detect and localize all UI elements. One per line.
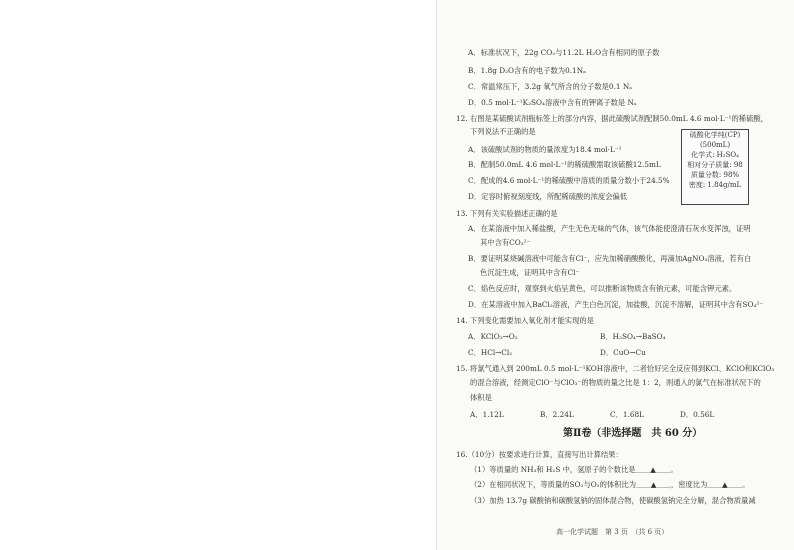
q15-option-c: C．1.68L	[610, 410, 644, 419]
q11-option-a: A．标准状况下，22g CO₂与11.2L H₂O含有相同的原子数	[468, 48, 660, 57]
section-title: 第Ⅱ卷（非选择题 共 60 分）	[563, 428, 703, 439]
q14-stem: 14. 下列变化需要加入氧化剂才能实现的是	[456, 316, 594, 325]
q11-option-d: D．0.5 mol·L⁻¹K₂SO₄溶液中含有的钾离子数是 Nₐ	[468, 98, 637, 107]
q15-stem-line1: 15. 将氯气通入到 200mL 0.5 mol·L⁻¹KOH溶液中，二者恰好完全反应得到KCl、KClO和KClO₃	[456, 364, 775, 373]
q14-option-b: B．H₂SO₄→BaSO₄	[600, 332, 666, 341]
q12-option-b: B．配制50.0mL 4.6 mol·L⁻¹的稀硫酸需取该硫酸12.5mL	[468, 160, 661, 169]
q16-sub3: （3）加热 13.7g 碳酸钠和碳酸氢钠的固体混合物，使碳酸氢钠完全分解，混合物质量减	[470, 496, 756, 505]
q16-sub2: （2）在相同状况下，等质量的SO₂与O₂的体积比为＿＿▲＿＿，密度比为＿＿▲＿＿。	[470, 480, 750, 489]
q12-option-a: A．该硫酸试剂的物质的量浓度为18.4 mol·L⁻¹	[468, 145, 622, 154]
q14-option-a: A．KClO₃→O₂	[468, 332, 518, 341]
q13-option-b-line2: 色沉淀生成，证明其中含有Cl⁻	[480, 268, 580, 277]
q13-option-c: C．焰色反应时，观察到火焰呈黄色，可以推断该物质含有钠元素，可能含钾元素。	[468, 284, 737, 293]
reagent-label-line2: (500mL)	[699, 141, 731, 149]
q11-option-b: B．1.8g D₂O含有的电子数为0.1Nₐ	[468, 66, 586, 75]
q16-sub1: （1）等质量的 NH₃和 H₂S 中，氢原子的个数比是＿＿▲＿＿。	[470, 465, 678, 474]
q13-stem: 13. 下列有关实验描述正确的是	[456, 209, 558, 218]
q15-stem-line3: 体积是	[470, 393, 492, 402]
q12-stem-line1: 12. 右图是某硫酸试剂瓶标签上的部分内容，据此硫酸试剂配制50.0mL 4.6 mol·L⁻¹的稀硫酸，	[456, 114, 768, 123]
reagent-label-line5: 质量分数: 98%	[690, 171, 740, 179]
q15-stem-line2: 的混合溶液，经测定ClO⁻与ClO₃⁻的物质的量之比是 1：2，则通入的氯气在标准状况下的	[470, 378, 761, 387]
q14-option-d: D．CuO→Cu	[600, 348, 646, 357]
q11-option-c: C．常温常压下，3.2g 氧气所含的分子数是0.1 Nₐ	[468, 82, 633, 91]
q13-option-d: D．在某溶液中加入BaCl₂溶液，产生白色沉淀，加盐酸，沉淀不溶解，证明其中含有SO₄²⁻	[468, 300, 764, 309]
q13-option-b-line1: B．要证明某烧碱溶液中可能含有Cl⁻，应先加稀硝酸酸化，再滴加AgNO₃溶液，若有白	[468, 254, 752, 263]
reagent-label-line6: 密度: 1.84g/mL	[688, 181, 742, 189]
reagent-label-line1: 硫酸化学纯(CP)	[689, 131, 741, 139]
reagent-label-line4: 相对分子质量: 98	[687, 161, 743, 169]
reagent-label-line3: 化学式: H₂SO₄	[691, 151, 739, 159]
q13-option-a-line1: A．在某溶液中加入稀盐酸，产生无色无味的气体，该气体能使澄清石灰水变浑浊，证明	[468, 224, 751, 233]
page-edge	[436, 0, 437, 550]
page-footer: 高一化学试题 第 3 页 （共 6 页）	[556, 528, 669, 536]
q13-option-a-line2: 其中含有CO₃²⁻	[480, 238, 531, 247]
q15-option-b: B．2.24L	[540, 410, 574, 419]
q15-option-a: A．1.12L	[470, 410, 504, 419]
reagent-label	[681, 129, 749, 205]
q12-option-d: D．定容时俯视刻度线，所配稀硫酸的浓度会偏低	[468, 192, 628, 201]
q12-stem-line2: 下列说法不正确的是	[470, 127, 536, 136]
q14-option-c: C．HCl→Cl₂	[468, 348, 513, 357]
q16-stem: 16.（10分）按要求进行计算，直接写出计算结果：	[456, 450, 623, 459]
q12-option-c: C．配成的4.6 mol·L⁻¹的稀硫酸中溶质的质量分数小于24.5%	[468, 176, 670, 185]
q15-option-d: D．0.56L	[680, 410, 715, 419]
